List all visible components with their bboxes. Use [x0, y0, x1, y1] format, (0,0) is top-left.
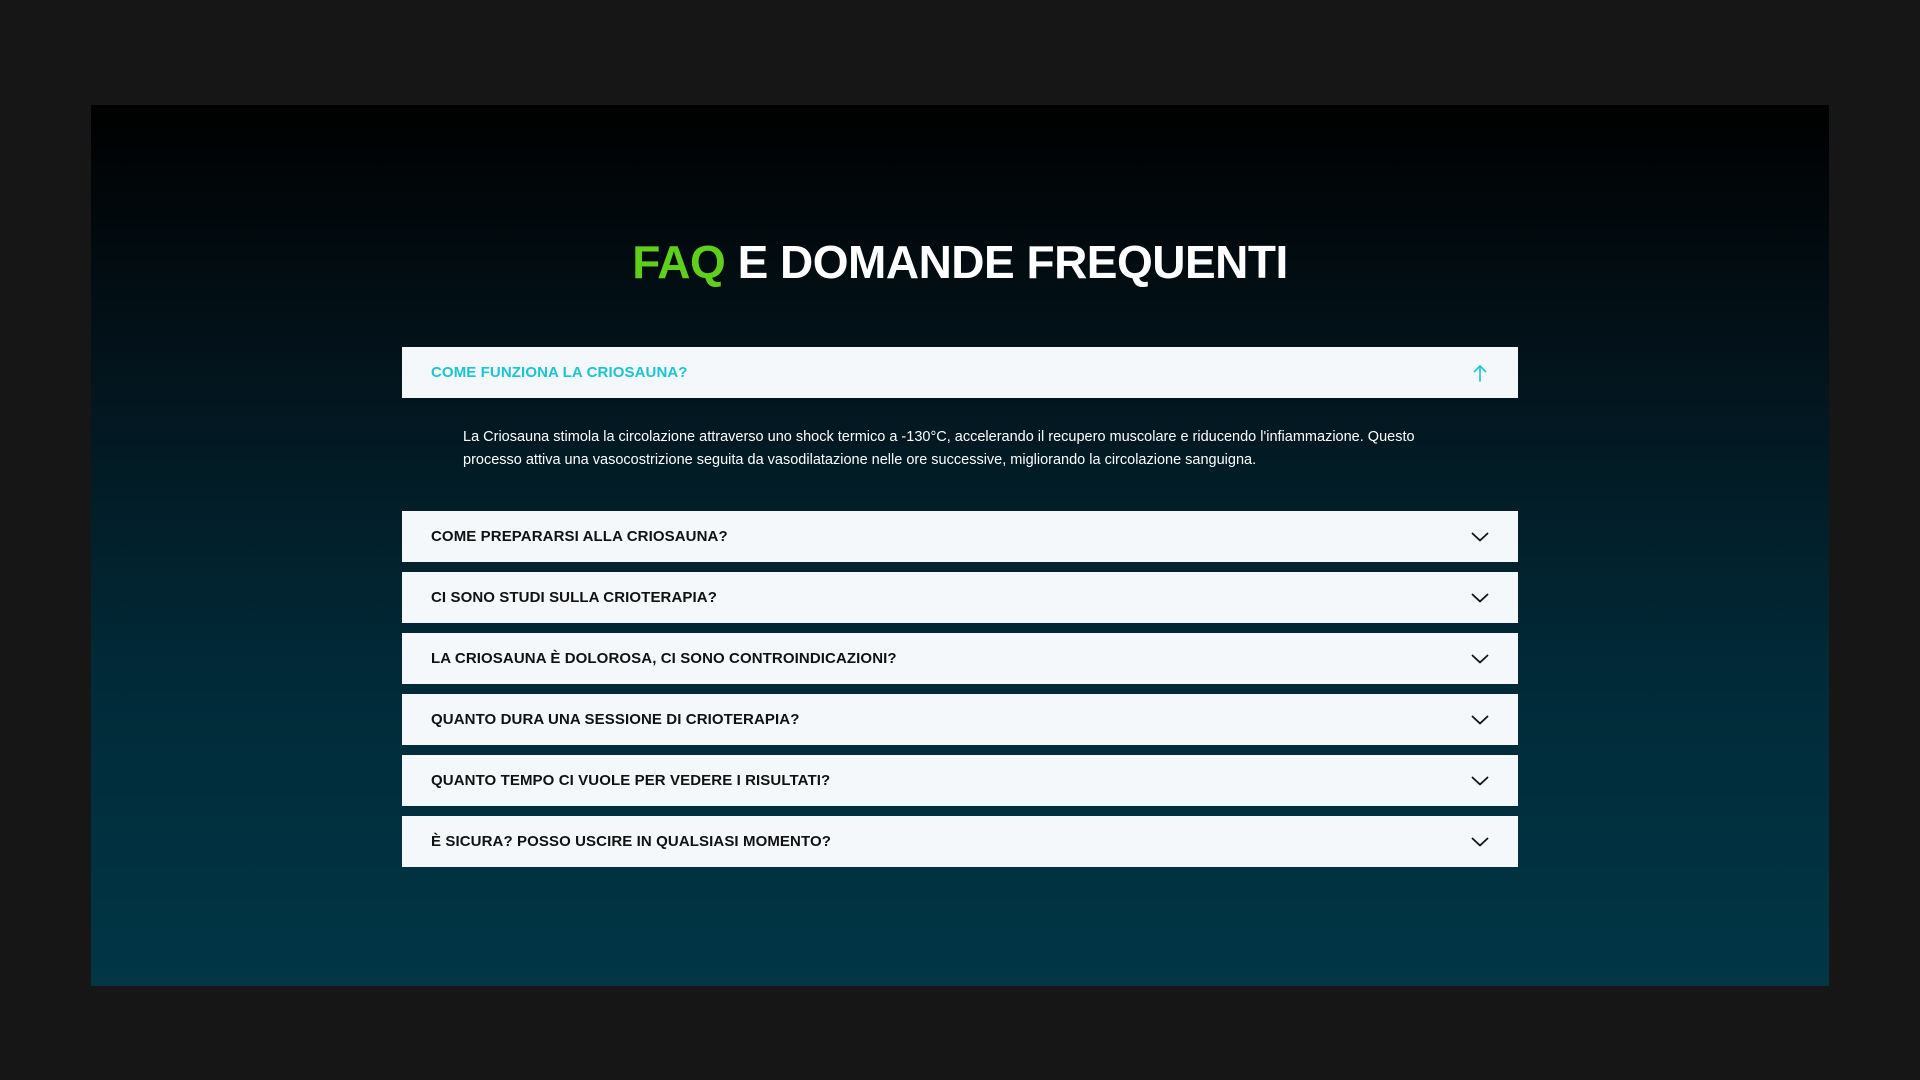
chevron-down-icon[interactable] [1470, 527, 1490, 547]
faq-item[interactable] [402, 633, 1518, 684]
faq-question: QUANTO TEMPO CI VUOLE PER VEDERE I RISULTATI? [431, 772, 831, 789]
chevron-down-icon[interactable] [1470, 588, 1490, 608]
chevron-down-icon[interactable] [1470, 771, 1490, 791]
faq-item[interactable] [402, 511, 1518, 562]
faq-item[interactable] [402, 572, 1518, 623]
arrow-up-icon[interactable] [1470, 363, 1490, 383]
faq-question: QUANTO DURA UNA SESSIONE DI CRIOTERAPIA? [431, 711, 800, 728]
chevron-down-icon[interactable] [1470, 832, 1490, 852]
page-title [91, 235, 1829, 290]
chevron-down-icon[interactable] [1470, 710, 1490, 730]
title-accent: FAQ [632, 236, 726, 288]
faq-answer: La Criosauna stimola la circolazione attraverso uno shock termico a -130°C, accelerando il recupero muscolare e riducendo l'infiammazione. Questo processo attiva una vasocostrizione seguita da vasodilatazione nelle ore successive, migliorando la circolazione sanguigna. [463, 429, 1415, 468]
faq-question: COME PREPARARSI ALLA CRIOSAUNA? [431, 528, 728, 545]
chevron-down-icon[interactable] [1470, 649, 1490, 669]
faq-item[interactable] [402, 816, 1518, 867]
faq-item[interactable] [402, 694, 1518, 745]
faq-section [91, 105, 1829, 986]
faq-question: CI SONO STUDI SULLA CRIOTERAPIA? [431, 589, 717, 606]
faq-item[interactable] [402, 755, 1518, 806]
faq-question: COME FUNZIONA LA CRIOSAUNA? [431, 364, 688, 381]
faq-item-open[interactable] [402, 347, 1518, 398]
faq-list [402, 347, 1518, 877]
faq-question: LA CRIOSAUNA È DOLOROSA, CI SONO CONTROINDICAZIONI? [431, 650, 897, 667]
faq-question: È SICURA? POSSO USCIRE IN QUALSIASI MOMENTO? [431, 833, 831, 850]
title-rest: E DOMANDE FREQUENTI [725, 236, 1288, 288]
